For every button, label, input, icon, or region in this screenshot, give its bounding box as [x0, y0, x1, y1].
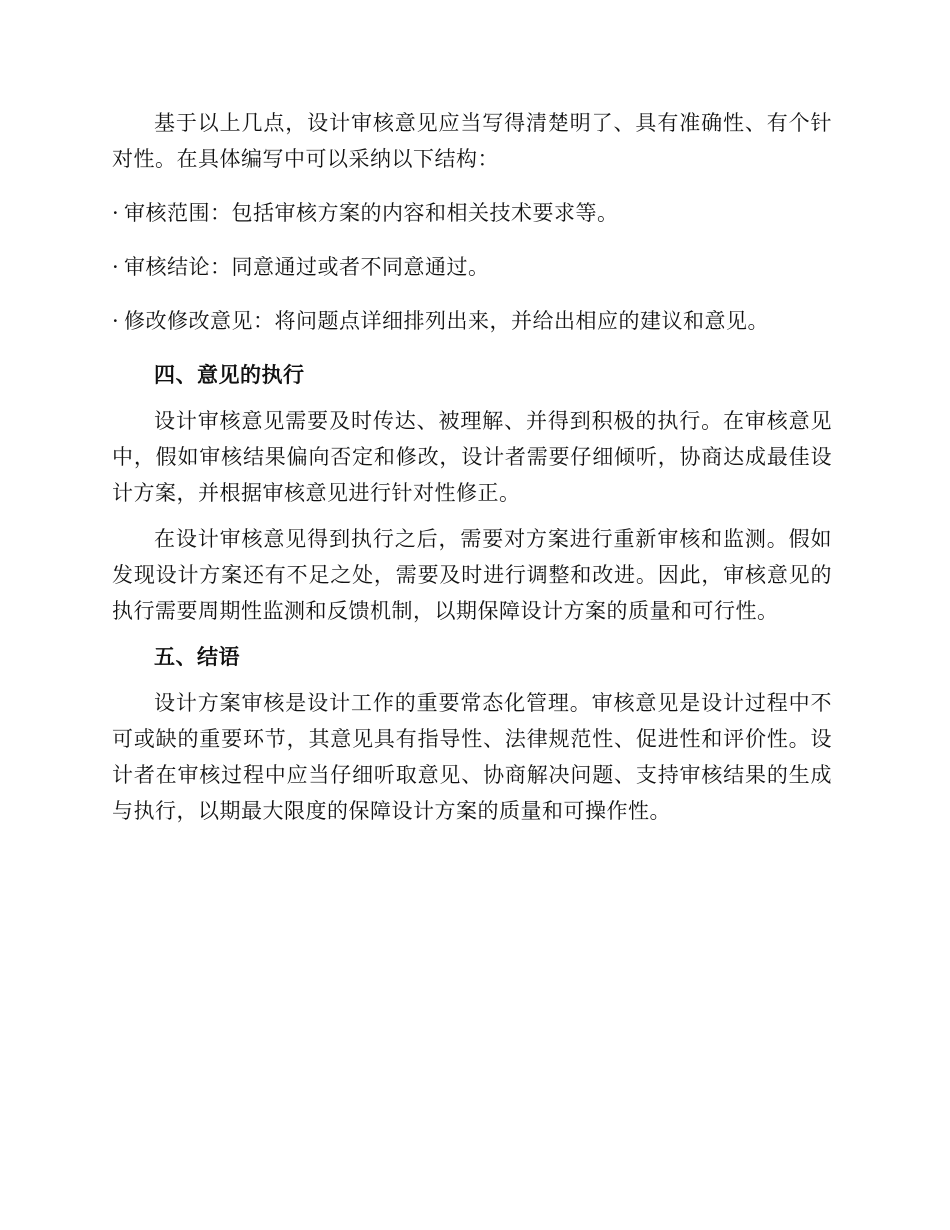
bullet-review-conclusion	[112, 249, 832, 285]
paragraph-conclusion: 设计方案审核是设计工作的重要常态化管理。审核意见是设计过程中不可或缺的重要环节，其意见具有指导性、法律规范性、促进性和评价性。设计者在审核过程中应当仔细听取意见、协商解决问题、支持审核结果的生成与执行，以期最大限度的保障设计方案的质量和可操作性。	[112, 691, 832, 823]
bullet-mark: ·	[112, 309, 120, 333]
bullet-text: 审核结论：同意通过或者不同意通过。	[124, 255, 490, 279]
bullet-review-scope	[112, 195, 832, 231]
bullet-revision-opinions	[112, 303, 832, 339]
section-heading-conclusion: 五、结语	[154, 645, 240, 669]
document-body	[112, 105, 832, 839]
paragraph-execution-2: 在设计审核意见得到执行之后，需要对方案进行重新审核和监测。假如发现设计方案还有不足之处，需要及时进行调整和改进。因此，审核意见的执行需要周期性监测和反馈机制，以期保障设计方案的质量和可行性。	[112, 527, 832, 623]
section-heading-execution: 四、意见的执行	[154, 363, 305, 387]
spacer	[112, 187, 832, 195]
bullet-mark: ·	[112, 255, 120, 279]
bullet-text: 修改修改意见：将问题点详细排列出来，并给出相应的建议和意见。	[124, 309, 769, 333]
bullet-text: 审核范围：包括审核方案的内容和相关技术要求等。	[124, 201, 619, 225]
paragraph-structure-intro: 基于以上几点，设计审核意见应当写得清楚明了、具有准确性、有个针对性。在具体编写中可以采纳以下结构：	[112, 111, 832, 171]
paragraph-execution-1: 设计审核意见需要及时传达、被理解、并得到积极的执行。在审核意见中，假如审核结果偏向否定和修改，设计者需要仔细倾听，协商达成最佳设计方案，并根据审核意见进行针对性修正。	[112, 409, 832, 505]
bullet-mark: ·	[112, 201, 120, 225]
